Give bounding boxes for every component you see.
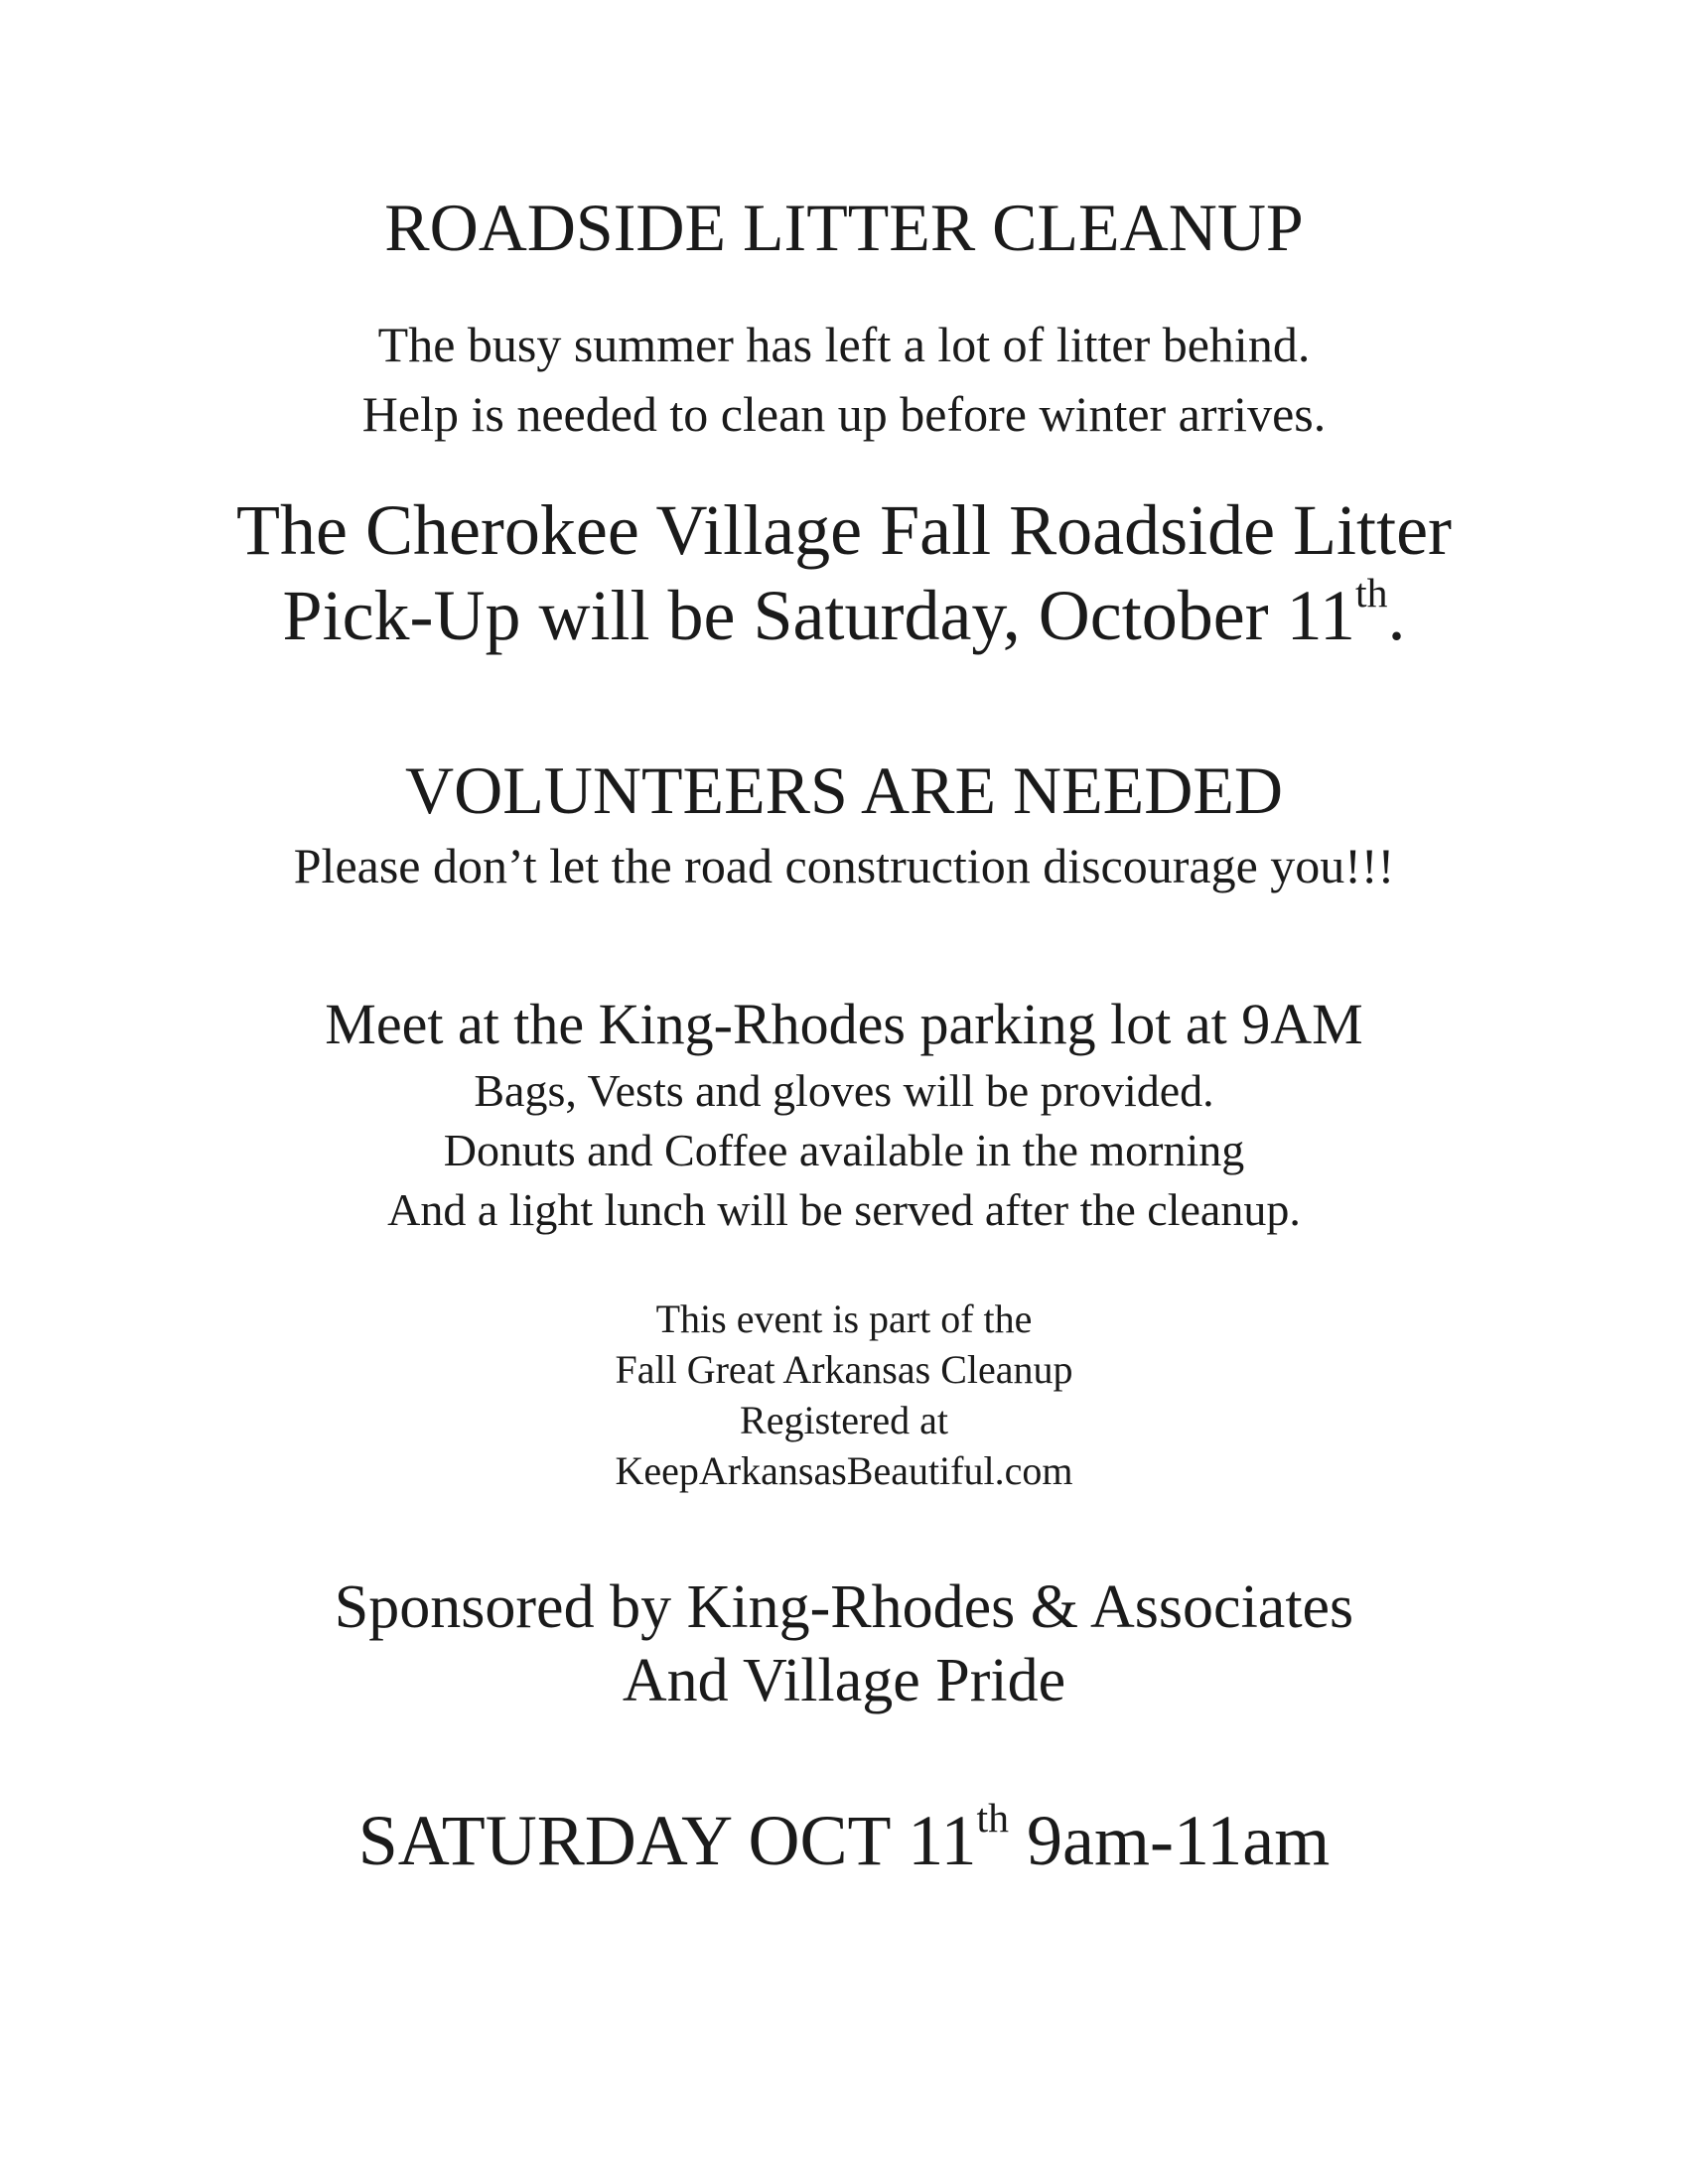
volunteers-heading: VOLUNTEERS ARE NEEDED [405,752,1283,828]
detail-line-3: And a light lunch will be served after the cleanup. [387,1184,1301,1235]
meet-line: Meet at the King-Rhodes parking lot at 9AM [325,992,1363,1056]
event-info-line-3: Registered at [740,1398,948,1442]
intro-line-1: The busy summer has left a lot of litter behind. [377,317,1311,372]
intro-line-2: Help is needed to clean up before winter arrives. [361,386,1327,442]
final-time-text: 9am-11am [1009,1801,1331,1880]
announcement-date-suffix: th [1354,571,1388,617]
final-date-text: SATURDAY OCT 11 [357,1801,977,1880]
event-info-line-1: This event is part of the [655,1297,1033,1341]
sponsor-line-2: And Village Pride [622,1647,1066,1714]
announcement-date-text: Pick-Up will be Saturday, October 11 [282,576,1355,655]
detail-line-1: Bags, Vests and gloves will be provided. [474,1065,1214,1116]
detail-line-2: Donuts and Coffee available in the morning [443,1125,1245,1175]
announcement-line-1: The Cherokee Village Fall Roadside Litter [236,490,1452,570]
sponsor-line-1: Sponsored by King-Rhodes & Associates [334,1573,1354,1641]
announcement-period: . [1387,576,1406,655]
announcement-line-2 [0,571,1688,655]
event-info-line-2: Fall Great Arkansas Cleanup [615,1347,1073,1392]
final-date-line [0,1796,1688,1880]
event-info-line-4: KeepArkansasBeautiful.com [615,1448,1073,1493]
final-date-suffix: th [976,1796,1010,1843]
volunteers-note: Please don’t let the road construction discourage you!!! [293,838,1395,893]
flyer-title: ROADSIDE LITTER CLEANUP [384,190,1304,265]
